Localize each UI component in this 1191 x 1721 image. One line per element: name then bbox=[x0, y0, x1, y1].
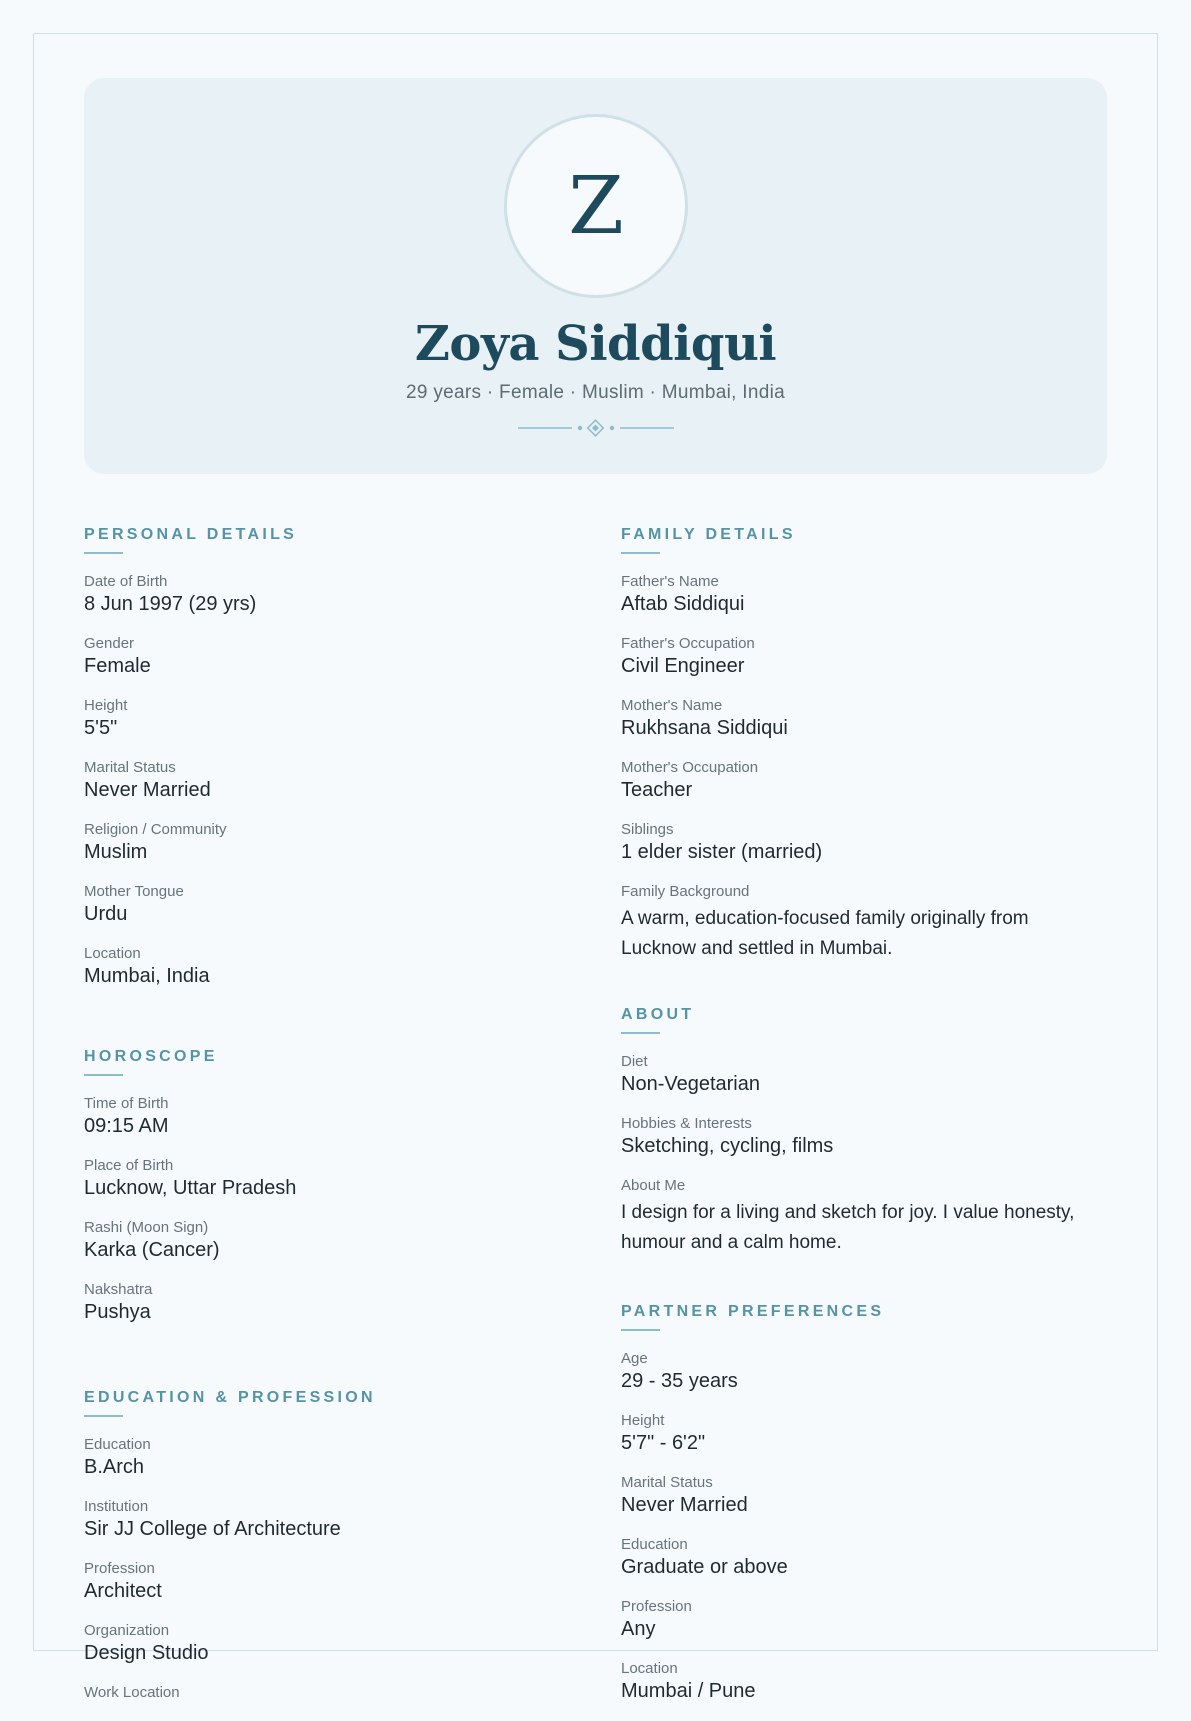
field-value: Teacher bbox=[621, 779, 693, 801]
field-value: Design Studio bbox=[84, 1642, 209, 1664]
field-height bbox=[621, 1411, 1091, 1455]
field-profession bbox=[84, 1559, 554, 1603]
field-label: Organization bbox=[84, 1622, 170, 1639]
section-title: PERSONAL DETAILS bbox=[84, 526, 298, 543]
field-label: Education bbox=[621, 1536, 688, 1553]
field-father-s-occupation bbox=[621, 634, 1091, 678]
field-value: Urdu bbox=[84, 903, 128, 925]
section-title: HOROSCOPE bbox=[84, 1048, 218, 1065]
field-value: Never Married bbox=[621, 1494, 748, 1516]
field-label: Hobbies & Interests bbox=[621, 1115, 752, 1132]
section-education-profession bbox=[84, 1388, 554, 1721]
field-value: Female bbox=[84, 655, 151, 677]
section-family-details bbox=[621, 525, 1091, 982]
field-mother-tongue bbox=[84, 882, 554, 926]
field-organization bbox=[84, 1621, 554, 1665]
field-value: Civil Engineer bbox=[621, 655, 745, 677]
field-label: Father's Name bbox=[621, 573, 719, 590]
field-label: Religion / Community bbox=[84, 821, 227, 838]
field-value: 09:15 AM bbox=[84, 1115, 169, 1137]
field-label: Mother's Occupation bbox=[621, 759, 759, 776]
field-value: Graduate or above bbox=[621, 1556, 788, 1578]
avatar: Z bbox=[504, 114, 688, 298]
section-rule bbox=[84, 552, 123, 554]
section-rule bbox=[621, 1329, 660, 1331]
section-rule bbox=[621, 1032, 660, 1034]
ornament-divider-icon bbox=[518, 420, 674, 436]
field-nakshatra bbox=[84, 1280, 554, 1324]
field-value: Sir JJ College of Architecture bbox=[84, 1518, 341, 1540]
field-height bbox=[84, 696, 554, 740]
field-value: Architect bbox=[84, 1580, 162, 1602]
profile-name: Zoya Siddiqui bbox=[414, 316, 777, 372]
field-value: B.Arch bbox=[84, 1456, 145, 1478]
section-title: ABOUT bbox=[621, 1006, 695, 1023]
field-gender bbox=[84, 634, 554, 678]
field-label: Family Background bbox=[621, 883, 750, 900]
field-date-of-birth bbox=[84, 572, 554, 616]
field-label: Mother Tongue bbox=[84, 883, 184, 900]
section-title: PARTNER PREFERENCES bbox=[621, 1303, 885, 1320]
field-mother-s-occupation bbox=[621, 758, 1091, 802]
field-value: 5'7" - 6'2" bbox=[621, 1432, 706, 1454]
field-value: 5'5" bbox=[84, 717, 118, 739]
field-work-location bbox=[84, 1683, 554, 1703]
field-siblings bbox=[621, 820, 1091, 864]
field-label: Education bbox=[84, 1436, 151, 1453]
field-label: Diet bbox=[621, 1053, 648, 1070]
field-label: Mother's Name bbox=[621, 697, 723, 714]
field-location bbox=[621, 1659, 1091, 1703]
field-label: Height bbox=[84, 697, 128, 714]
field-label: Work Location bbox=[84, 1684, 180, 1701]
field-location bbox=[84, 944, 554, 988]
field-marital-status bbox=[84, 758, 554, 802]
field-value: Karka (Cancer) bbox=[84, 1239, 220, 1261]
field-label: Place of Birth bbox=[84, 1157, 174, 1174]
field-label: Profession bbox=[621, 1598, 692, 1615]
field-mother-s-name bbox=[621, 696, 1091, 740]
section-rule bbox=[621, 552, 660, 554]
field-marital-status bbox=[621, 1473, 1091, 1517]
section-partner-preferences bbox=[621, 1302, 1091, 1721]
field-education bbox=[84, 1435, 554, 1479]
field-value: Mumbai, India bbox=[84, 965, 210, 987]
field-rashi-moon-sign bbox=[84, 1218, 554, 1262]
section-personal-details bbox=[84, 525, 554, 1006]
field-value: Rukhsana Siddiqui bbox=[621, 717, 788, 739]
field-diet bbox=[621, 1052, 1091, 1096]
field-value: Aftab Siddiqui bbox=[621, 593, 745, 615]
field-value: Sketching, cycling, films bbox=[621, 1135, 834, 1157]
field-value: 29 - 35 years bbox=[621, 1370, 738, 1392]
field-education bbox=[621, 1535, 1091, 1579]
field-value: Never Married bbox=[84, 779, 211, 801]
field-label: Date of Birth bbox=[84, 573, 168, 590]
field-value: Pushya bbox=[84, 1301, 151, 1323]
field-label: Height bbox=[621, 1412, 665, 1429]
field-value: Non-Vegetarian bbox=[621, 1073, 760, 1095]
field-father-s-name bbox=[621, 572, 1091, 616]
field-value: I design for a living and sketch for joy. I value honesty, humour and a calm home. bbox=[621, 1202, 1075, 1253]
field-value: Muslim bbox=[84, 841, 148, 863]
field-label: Time of Birth bbox=[84, 1095, 169, 1112]
field-value: Any bbox=[621, 1618, 656, 1640]
field-place-of-birth bbox=[84, 1156, 554, 1200]
field-label: Father's Occupation bbox=[621, 635, 755, 652]
field-profession bbox=[621, 1597, 1091, 1641]
field-label: Gender bbox=[84, 635, 135, 652]
field-value: Lucknow, Uttar Pradesh bbox=[84, 1177, 297, 1199]
profile-summary: 29 years · Female · Muslim · Mumbai, India bbox=[406, 382, 785, 403]
profile-header bbox=[84, 78, 1107, 474]
field-institution bbox=[84, 1497, 554, 1541]
field-label: About Me bbox=[621, 1177, 686, 1194]
field-value: Mumbai / Pune bbox=[621, 1680, 756, 1702]
field-religion-community bbox=[84, 820, 554, 864]
field-label: Profession bbox=[84, 1560, 155, 1577]
field-family-background bbox=[621, 882, 1091, 964]
field-label: Age bbox=[621, 1350, 648, 1367]
field-hobbies-interests bbox=[621, 1114, 1091, 1158]
field-value: A warm, education-focused family originally from Lucknow and settled in Mumbai. bbox=[621, 908, 1029, 959]
section-about bbox=[621, 1005, 1091, 1276]
field-value: 1 elder sister (married) bbox=[621, 841, 823, 863]
section-rule bbox=[84, 1415, 123, 1417]
field-value: 8 Jun 1997 (29 yrs) bbox=[84, 593, 257, 615]
field-label: Rashi (Moon Sign) bbox=[84, 1219, 209, 1236]
field-label: Marital Status bbox=[84, 759, 176, 776]
field-label: Institution bbox=[84, 1498, 149, 1515]
field-label: Location bbox=[84, 945, 141, 962]
field-label: Marital Status bbox=[621, 1474, 713, 1491]
field-label: Siblings bbox=[621, 821, 674, 838]
section-horoscope bbox=[84, 1047, 554, 1342]
field-label: Nakshatra bbox=[84, 1281, 153, 1298]
field-label: Location bbox=[621, 1660, 678, 1677]
section-title: FAMILY DETAILS bbox=[621, 526, 796, 543]
section-title: EDUCATION & PROFESSION bbox=[84, 1389, 376, 1406]
field-about-me bbox=[621, 1176, 1091, 1258]
field-age bbox=[621, 1349, 1091, 1393]
field-time-of-birth bbox=[84, 1094, 554, 1138]
section-rule bbox=[84, 1074, 123, 1076]
